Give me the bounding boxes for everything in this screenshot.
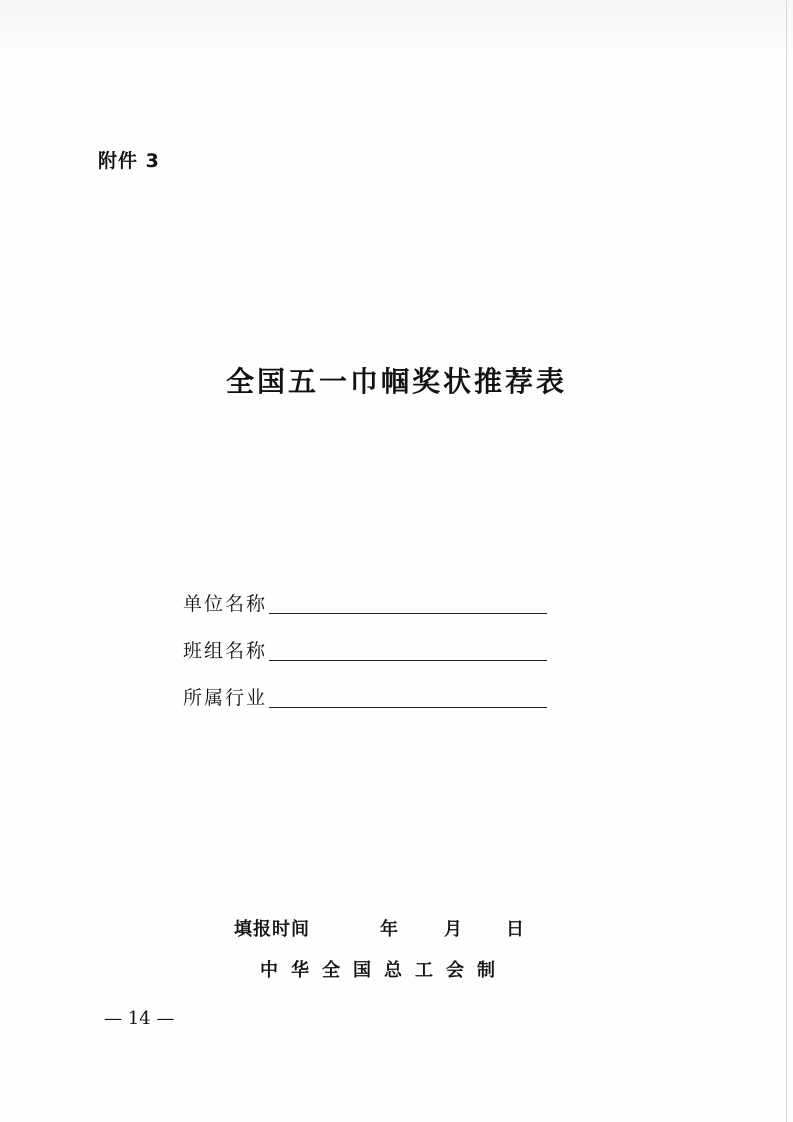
page-number: — 14 — [104, 1008, 175, 1029]
scan-edge [786, 0, 787, 1122]
date-month-label: 月 [444, 919, 462, 940]
field-label: 班组名称 [183, 640, 268, 662]
issuer-line: 中华全国总工会制 [260, 960, 508, 981]
date-label: 填报时间 [234, 919, 310, 940]
field-underline [269, 660, 547, 661]
field-label: 单位名称 [183, 593, 268, 615]
field-industry [183, 682, 547, 710]
date-day-label: 日 [506, 919, 524, 940]
scan-shadow [0, 0, 793, 60]
attachment-label: 附件 3 [98, 150, 160, 172]
date-year-label: 年 [380, 919, 398, 940]
field-underline [269, 707, 547, 708]
field-underline [269, 613, 547, 614]
field-label: 所属行业 [183, 687, 268, 709]
field-team-name [183, 635, 547, 663]
form-title: 全国五一巾帼奖状推荐表 [225, 365, 567, 398]
field-unit-name [183, 588, 547, 616]
